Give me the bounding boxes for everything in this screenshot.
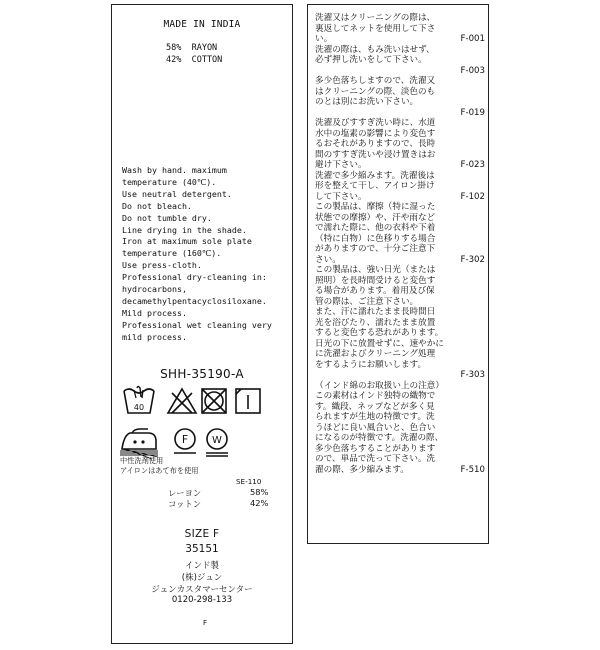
- care-note-text: 裏返してネットを使用して下さ: [315, 23, 436, 34]
- care-line: Iron at maximum sole plate: [122, 236, 252, 247]
- dry-clean-letter: F: [181, 433, 189, 446]
- wet-clean-letter: W: [212, 435, 222, 446]
- care-note-line: [315, 97, 487, 108]
- care-note-line: [315, 24, 487, 35]
- care-note-text: 形を整えて干し、アイロン掛け: [315, 181, 435, 191]
- care-note-text: 多少色落ちすることがあります: [315, 443, 436, 454]
- wash-temp-label: 40: [133, 403, 145, 412]
- care-note-text: 濯の際、多少縮みます。: [315, 464, 409, 475]
- care-note-text: に洗濯およびクリーニング処理: [315, 349, 436, 359]
- fiber-content-rayon: 58% RAYON: [166, 43, 218, 53]
- care-line: Do not bleach.: [122, 200, 192, 211]
- care-line: temperature (160℃).: [122, 248, 222, 259]
- care-note-line: [315, 244, 487, 255]
- care-note-line: [315, 402, 487, 413]
- country-of-origin: MADE IN INDIA: [163, 19, 241, 30]
- care-note-text: い。: [315, 34, 333, 44]
- fiber-jp-rayon: レーヨン: [168, 488, 202, 498]
- care-note-line: [315, 423, 487, 434]
- se-code: SE-110: [236, 477, 262, 486]
- care-note-line: [315, 433, 487, 444]
- care-line: mild process.: [122, 331, 187, 342]
- care-note-text: うほどに良い風合いと、色合い: [315, 422, 436, 433]
- care-note-text: のとは別にお洗い下さい。: [315, 97, 419, 107]
- care-note-line: [315, 412, 487, 423]
- care-note-line: [315, 381, 487, 392]
- care-note-line: [315, 465, 487, 476]
- care-note-code: F-019: [460, 107, 485, 118]
- care-note-line: [315, 223, 487, 234]
- care-note-code: F-023: [460, 160, 485, 170]
- fiber-jp-cotton-percent: 42%: [250, 498, 269, 508]
- care-note-text: られますが生地の特徴です。洗: [315, 412, 435, 422]
- care-note-text: がありますので、十分ご注意下: [315, 244, 436, 254]
- care-note-line: [315, 45, 487, 56]
- care-note-line: [315, 202, 487, 213]
- care-note-line: [315, 87, 487, 98]
- care-note-code: F-102: [460, 191, 485, 202]
- care-notes-jp: [315, 13, 487, 475]
- care-note-line: [315, 454, 487, 465]
- care-note-line: [315, 66, 487, 77]
- care-note-line: [315, 370, 487, 381]
- care-note-line: [315, 276, 487, 287]
- care-note-line: [315, 349, 487, 360]
- care-note-text: （インド綿のお取扱い上の注意）: [315, 380, 444, 391]
- care-note-line: [315, 13, 487, 24]
- care-note-text: 日光の下に放置せずに、速やかに: [315, 338, 444, 349]
- care-line: hydrocarbons,: [122, 284, 187, 295]
- care-note-line: [315, 171, 487, 182]
- care-note-text: して下さい。: [315, 191, 367, 202]
- care-note-line: [315, 265, 487, 276]
- care-note-text: るおそれがありますので、長時: [315, 139, 436, 149]
- care-line: Professional dry-cleaning in:: [122, 272, 267, 283]
- care-note-line: [315, 339, 487, 350]
- do-not-tumble-dry-icon: [202, 389, 226, 413]
- care-note-line: [315, 160, 487, 171]
- care-label-right: [307, 4, 489, 544]
- care-note-line: [315, 318, 487, 329]
- hand-wash-40-icon: [124, 387, 154, 414]
- care-note-text: 水中の塩素の影響により変色す: [315, 128, 436, 139]
- care-note-line: [315, 192, 487, 203]
- care-line: Do not tumble dry.: [122, 212, 212, 223]
- care-note-text: この製品は、摩擦（特に湿った: [315, 202, 436, 212]
- care-note-code: F-510: [460, 464, 485, 475]
- care-note-line: [315, 139, 487, 150]
- care-note-text: 管の際は、ご注意下さい。: [315, 296, 419, 307]
- care-note-text: ので、単品で洗って下さい。洗: [315, 454, 436, 464]
- care-note-text: さい。: [315, 254, 341, 265]
- care-note-line: [315, 150, 487, 161]
- care-note-line: [315, 391, 487, 402]
- country-jp: インド製: [184, 561, 219, 571]
- dry-clean-f-icon: [174, 429, 196, 453]
- size-letter: F: [203, 619, 208, 627]
- product-code: 35151: [185, 543, 219, 555]
- press-cloth-note: アイロンはあて布を使用: [120, 466, 199, 475]
- care-note-text: （特に白物）に色移りする場合: [315, 233, 436, 244]
- care-note-code: F-003: [460, 65, 485, 76]
- care-note-line: [315, 444, 487, 455]
- care-note-line: [315, 55, 487, 66]
- fiber-content-cotton: 42% COTTON: [166, 55, 223, 65]
- care-note-text: 多少色落ちしますので、洗濯又: [315, 76, 436, 86]
- style-number: SHH-35190-A: [160, 367, 244, 381]
- care-note-text: また、汗に濡れたまま長時間日: [315, 307, 436, 317]
- care-note-text: 洗濯又はクリーニングの際は、: [315, 13, 436, 23]
- care-note-text: 避け下さい。: [315, 160, 367, 170]
- care-note-text: 必ず押し洗いをして下さい。: [315, 55, 427, 65]
- care-note-code: F-001: [460, 34, 485, 44]
- care-note-text: 洗濯及びすすぎ洗い時に、水道: [315, 118, 436, 128]
- care-note-line: [315, 129, 487, 140]
- phone-number: 0120-298-133: [171, 595, 233, 605]
- care-note-text: 洗濯の際は、もみ洗いはせず、: [315, 44, 435, 55]
- care-note-line: [315, 181, 487, 192]
- fiber-jp-rayon-percent: 58%: [250, 487, 269, 497]
- care-note-line: [315, 234, 487, 245]
- care-note-line: [315, 76, 487, 87]
- care-note-text: はクリーニングの際、淡色のも: [315, 86, 436, 97]
- customer-center: ジュンカスタマーセンター: [151, 585, 253, 595]
- care-note-line: [315, 213, 487, 224]
- care-note-text: で濡れた際に、他の衣料や下着: [315, 223, 436, 233]
- do-not-bleach-icon: [168, 389, 196, 413]
- care-note-line: [315, 307, 487, 318]
- care-note-text: 状態での摩擦）や、汗や雨など: [315, 212, 436, 223]
- care-note-line: [315, 286, 487, 297]
- care-note-line: [315, 360, 487, 371]
- care-line: Use neutral detergent.: [122, 188, 232, 199]
- wet-clean-w-icon: [206, 429, 228, 456]
- care-label-left: [111, 4, 293, 644]
- size: SIZE F: [184, 528, 220, 540]
- care-line: Use press-cloth.: [122, 260, 202, 271]
- care-note-text: 照明）を長時間受けると変色す: [315, 275, 436, 286]
- care-note-text: この素材はインド独特の織物で: [315, 391, 436, 401]
- care-line: Wash by hand. maximum: [122, 165, 227, 175]
- care-note-line: [315, 108, 487, 119]
- line-dry-shade-icon: [236, 389, 260, 413]
- care-note-text: になるのが特徴です。洗濯の際、: [315, 433, 444, 443]
- care-note-text: この製品は、強い日光（または: [315, 265, 436, 275]
- care-note-text: す。織段、ネップなどが多く見: [315, 401, 435, 412]
- care-note-text: 光を浴びたり、濡れたまま放置: [315, 317, 436, 328]
- care-line: Professional wet cleaning very: [122, 319, 272, 330]
- company-name: (株)ジュン: [181, 573, 223, 583]
- care-note-line: [315, 118, 487, 129]
- care-instructions-en: [122, 165, 290, 344]
- care-note-code: F-303: [460, 370, 485, 380]
- care-note-line: [315, 297, 487, 308]
- care-note-text: 間のすすぎ洗いや浸け置きはお: [315, 149, 436, 160]
- care-note-line: [315, 255, 487, 266]
- care-line: Line drying in the shade.: [122, 224, 247, 235]
- care-note-text: すると変色する恐れがあります。: [315, 328, 444, 338]
- care-note-code: F-302: [460, 254, 485, 265]
- care-note-line: [315, 328, 487, 339]
- care-note-text: をするようにお願いします。: [315, 359, 427, 370]
- neutral-detergent-note: 中性洗剤使用: [120, 456, 164, 465]
- care-symbols: [112, 385, 294, 465]
- care-note-line: [315, 34, 487, 45]
- care-line: Mild process.: [122, 307, 187, 318]
- iron-medium-icon: [120, 429, 158, 459]
- care-line: decamethylpentacyclosiloxane.: [122, 295, 267, 306]
- care-line: temperature (40℃).: [122, 176, 217, 187]
- care-note-text: る場合があります。着用及び保: [315, 286, 435, 296]
- fiber-jp-cotton: コットン: [168, 499, 202, 509]
- care-note-text: 洗濯で多少縮みます。洗濯後は: [315, 170, 435, 181]
